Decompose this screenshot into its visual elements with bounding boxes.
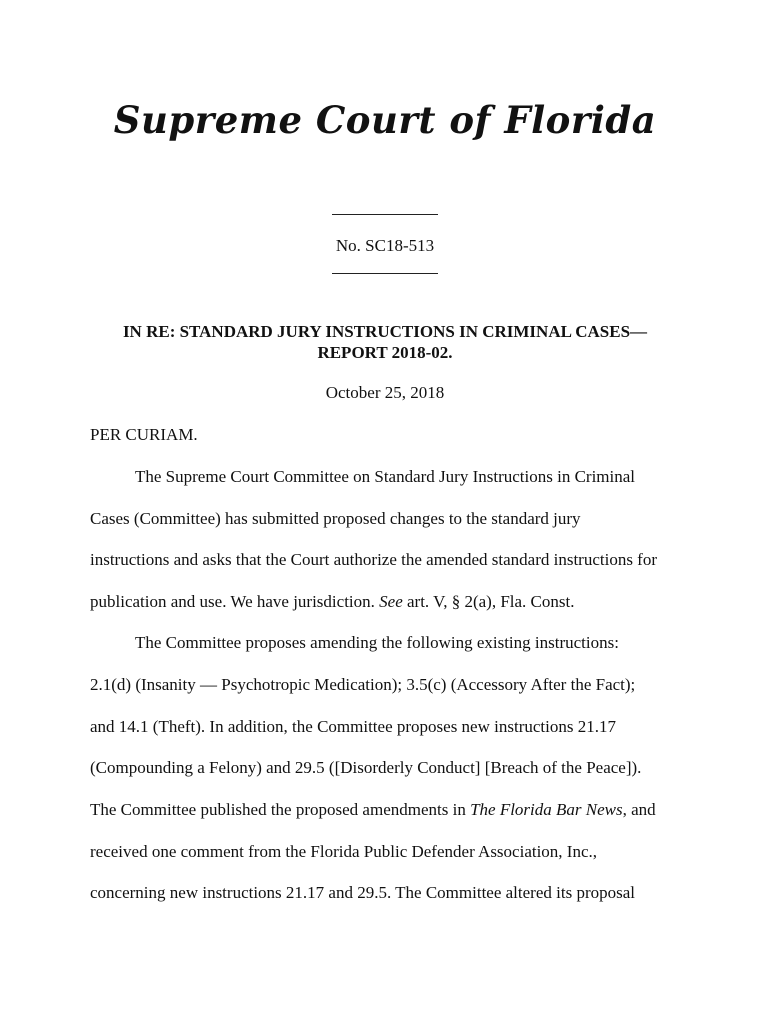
body-line-9-tail: , and <box>622 800 656 819</box>
separator-rule-bottom <box>0 262 770 282</box>
body-line-9 <box>90 800 656 820</box>
body-line-4 <box>90 592 574 612</box>
citation-signal: See <box>379 592 403 611</box>
body-line-7: and 14.1 (Theft). In addition, the Committee proposes new instructions 21.17 <box>90 717 616 736</box>
case-caption <box>90 321 680 363</box>
body-line-11: concerning new instructions 21.17 and 29.5. The Committee altered its proposal <box>90 883 635 902</box>
body-line-4-text: publication and use. We have jurisdiction. <box>90 592 380 611</box>
caption-line-2: REPORT 2018-02. <box>317 343 453 362</box>
case-number: No. SC18-513 <box>335 236 435 255</box>
court-title: Supreme Court of Florida <box>113 98 657 142</box>
per-curiam-heading: PER CURIAM. <box>90 425 198 444</box>
caption-line-1: IN RE: STANDARD JURY INSTRUCTIONS IN CRIMINAL CASES— <box>122 322 648 341</box>
body-line-1: The Supreme Court Committee on Standard Jury Instructions in Criminal <box>135 467 636 486</box>
body-line-10: received one comment from the Florida Public Defender Association, Inc., <box>90 842 598 861</box>
body-line-9-text: The Committee published the proposed amendments in <box>90 800 471 819</box>
body-line-3: instructions and asks that the Court authorize the amended standard instructions for <box>90 550 658 569</box>
body-line-5: The Committee proposes amending the following existing instructions: <box>135 633 619 652</box>
citation-text: art. V, § 2(a), Fla. Const. <box>402 592 575 611</box>
body-line-6: 2.1(d) (Insanity — Psychotropic Medication); 3.5(c) (Accessory After the Fact); <box>90 675 636 694</box>
body-line-8: (Compounding a Felony) and 29.5 ([Disorderly Conduct] [Breach of the Peace]). <box>90 758 642 777</box>
opinion-date: October 25, 2018 <box>325 383 445 402</box>
publication-name: The Florida Bar News <box>470 800 623 819</box>
separator-rule-top <box>0 203 770 223</box>
body-line-2: Cases (Committee) has submitted proposed changes to the standard jury <box>90 509 581 528</box>
